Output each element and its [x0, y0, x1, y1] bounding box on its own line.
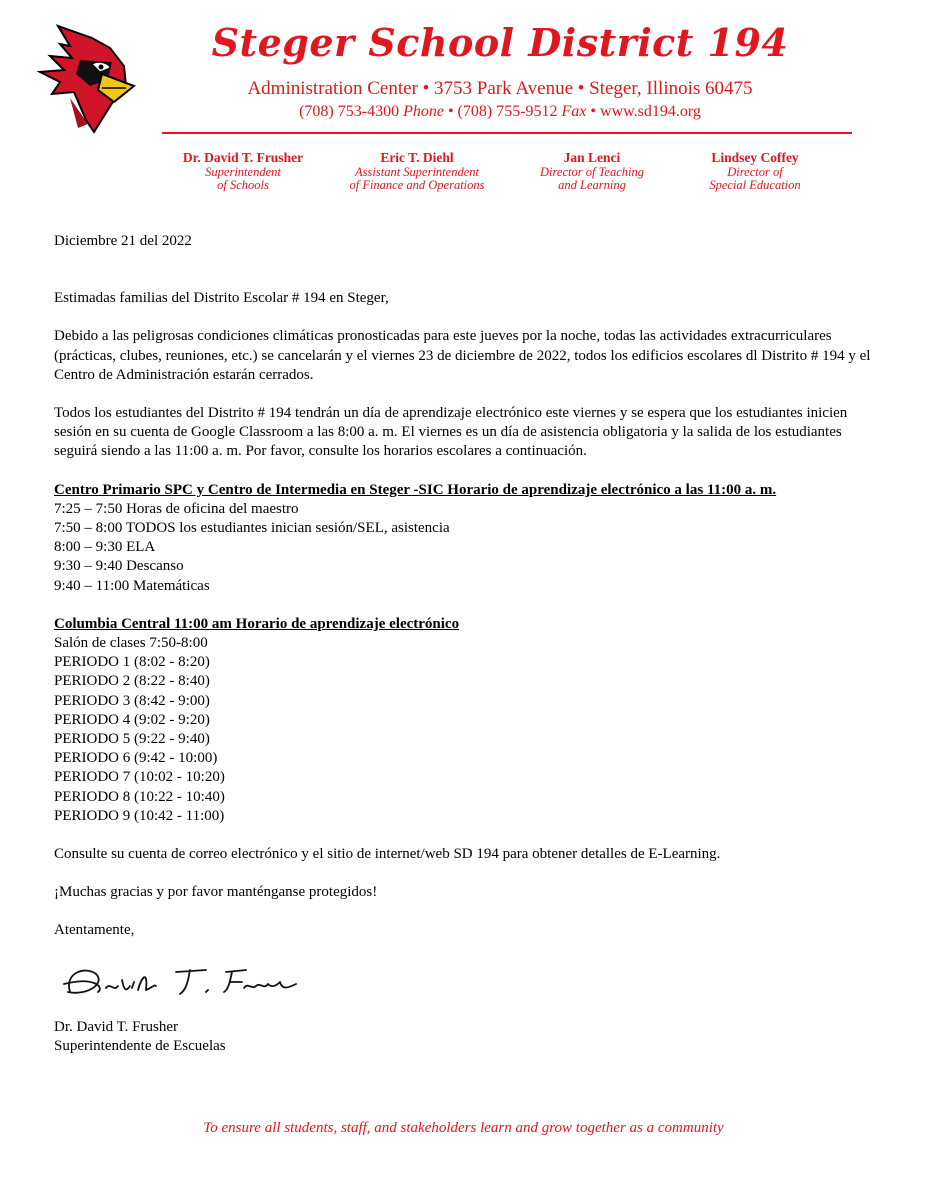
schedule-item: 7:25 – 7:50 Horas de oficina del maestro	[54, 500, 299, 517]
letter-date: Diciembre 21 del 2022	[54, 233, 192, 249]
cardinal-mascot-logo	[30, 20, 138, 135]
schedule-item: 7:50 – 8:00 TODOS los estudiantes inician sesión/SEL, asistencia	[54, 520, 450, 537]
paragraph-closure-notice: Debido a las peligrosas condiciones climáticas pronosticadas para este jueves por la noche, todas las actividades extracurriculares (prácticas, clubes, reuniones, etc.) se cancelarán y el viernes 23 de diciembre de 2022, todos los edificios escolares dl Distrito # 194 y el Centro de Administración estarán cerrados.	[54, 328, 871, 383]
signer-title: Superintendente de Escuelas	[54, 1038, 226, 1055]
staff-name: Dr. David T. Frusher	[182, 150, 304, 165]
letter-body	[54, 232, 884, 941]
schedule-item: PERIODO 8 (10:22 - 10:40)	[54, 788, 225, 805]
staff-name: Lindsey Coffey	[711, 150, 799, 165]
schedule-item: PERIODO 6 (9:42 - 10:00)	[54, 750, 218, 767]
staff-role: and Learning	[558, 178, 626, 192]
separator: •	[590, 103, 597, 120]
phone-number: (708) 753-4300	[299, 103, 400, 120]
paragraph-email-info: Consulte su cuenta de correo electrónico y el sitio de internet/web SD 194 para obtener detalles de E-Learning.	[54, 846, 721, 863]
address-line: Administration Center • 3753 Park Avenue • Steger, Illinois 60475	[247, 78, 753, 99]
staff-role: of Schools	[217, 178, 269, 192]
thanks-line: ¡Muchas gracias y por favor manténganse protegidos!	[54, 884, 378, 901]
staff-assistant-superintendent	[332, 150, 502, 192]
phone-label: Phone	[403, 103, 444, 120]
schedule-item: PERIODO 7 (10:02 - 10:20)	[54, 769, 225, 786]
schedule-item: PERIODO 2 (8:22 - 8:40)	[54, 673, 210, 690]
district-title: Steger School District 194	[211, 20, 789, 65]
schedule-item: PERIODO 3 (8:42 - 9:00)	[54, 692, 210, 709]
letter-greeting: Estimadas familias del Distrito Escolar # 194 en Steger,	[54, 290, 389, 307]
staff-role: of Finance and Operations	[349, 178, 485, 192]
schedule-item: Salón de clases 7:50-8:00	[54, 635, 208, 652]
schedule-item: 9:40 – 11:00 Matemáticas	[54, 577, 210, 594]
schedule-item: PERIODO 5 (9:22 - 9:40)	[54, 731, 210, 748]
staff-name: Eric T. Diehl	[380, 150, 454, 165]
signer-block	[54, 1018, 226, 1056]
schedule-item: 9:30 – 9:40 Descanso	[54, 558, 184, 575]
schedule-heading-spc-sic: Centro Primario SPC y Centro de Intermedia en Steger -SIC Horario de aprendizaje electrónico a las 11:00 a. m.	[54, 481, 777, 498]
website-link[interactable]: www.sd194.org	[600, 103, 701, 120]
staff-role: Director of	[727, 165, 783, 179]
footer-motto: To ensure all students, staff, and stakeholders learn and grow together as a community	[203, 1120, 724, 1136]
paragraph-elearning: Todos los estudiantes del Distrito # 194 tendrán un día de aprendizaje electrónico este viernes y se espera que los estudiantes inicien sesión en su cuenta de Google Classroom a las 8:00 a. m. El viernes es un día de asistencia obligatoria y la salida de los estudiantes seguirá siendo a las 11:00 a. m. Por favor, consulte los horarios escolares a continuación.	[54, 405, 848, 460]
schedule-item: 8:00 – 9:30 ELA	[54, 539, 156, 556]
staff-role: Superintendent	[205, 165, 281, 179]
staff-name: Jan Lenci	[563, 150, 621, 165]
staff-role: Special Education	[709, 178, 801, 192]
closing-line: Atentamente,	[54, 922, 135, 939]
schedule-item: PERIODO 9 (10:42 - 11:00)	[54, 807, 225, 824]
staff-director-teaching	[507, 150, 677, 192]
fax-label: Fax	[561, 103, 587, 120]
staff-role: Assistant Superintendent	[355, 165, 479, 179]
staff-superintendent	[158, 150, 328, 192]
separator: •	[447, 103, 454, 120]
contact-line	[200, 103, 800, 121]
staff-director-special-ed	[670, 150, 840, 192]
handwritten-signature	[56, 962, 306, 1002]
schedule-heading-columbia: Columbia Central 11:00 am Horario de aprendizaje electrónico	[54, 615, 460, 632]
header-divider	[162, 132, 852, 134]
fax-number: (708) 755-9512	[457, 103, 558, 120]
schedule-item: PERIODO 4 (9:02 - 9:20)	[54, 711, 210, 728]
schedule-item: PERIODO 1 (8:02 - 8:20)	[54, 654, 210, 671]
signer-name: Dr. David T. Frusher	[54, 1019, 179, 1035]
staff-role: Director of Teaching	[540, 165, 644, 179]
